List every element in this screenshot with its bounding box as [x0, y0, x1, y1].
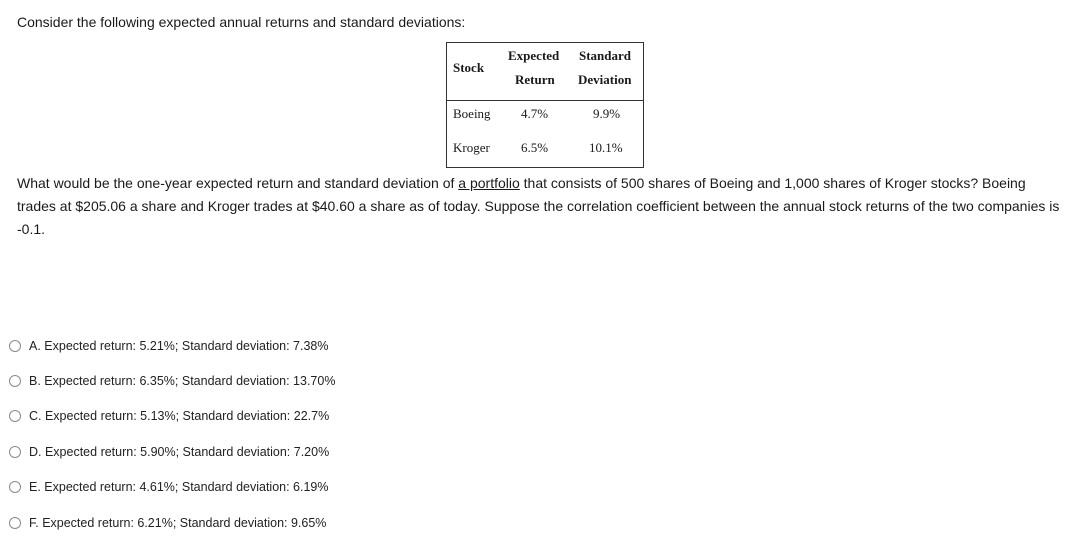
radio-button[interactable] — [9, 517, 21, 529]
header-return: Return — [515, 72, 555, 87]
header-expected: Expected — [508, 48, 560, 63]
option-b[interactable] — [9, 372, 335, 390]
table-header — [447, 43, 643, 101]
returns-table — [446, 42, 644, 168]
option-a[interactable] — [9, 337, 329, 355]
radio-button[interactable] — [9, 481, 21, 493]
radio-button[interactable] — [9, 375, 21, 387]
option-label: C. Expected return: 5.13%; Standard deviation: 22.7% — [29, 409, 330, 423]
option-f[interactable] — [9, 514, 326, 532]
radio-button[interactable] — [9, 340, 21, 352]
intro-text: Consider the following expected annual returns and standard deviations: — [17, 14, 466, 30]
radio-button[interactable] — [9, 410, 21, 422]
portfolio-link[interactable]: a portfolio — [458, 175, 520, 191]
row-boeing-stock: Boeing — [453, 106, 491, 121]
option-c[interactable] — [9, 407, 329, 425]
radio-button[interactable] — [9, 446, 21, 458]
row-kroger-deviation: 10.1% — [589, 140, 623, 155]
header-standard: Standard — [579, 48, 632, 63]
option-label: A. Expected return: 5.21%; Standard deviation: 7.38% — [29, 339, 329, 353]
header-deviation: Deviation — [578, 72, 632, 87]
row-boeing-return: 4.7% — [521, 106, 549, 121]
header-stock: Stock — [453, 60, 485, 75]
row-boeing-deviation: 9.9% — [593, 106, 621, 121]
question-part1: What would be the one-year expected return and standard deviation of — [17, 175, 459, 191]
option-label: B. Expected return: 6.35%; Standard deviation: 13.70% — [29, 374, 336, 388]
option-label: F. Expected return: 6.21%; Standard deviation: 9.65% — [29, 516, 327, 530]
row-kroger-return: 6.5% — [521, 140, 549, 155]
option-label: E. Expected return: 4.61%; Standard deviation: 6.19% — [29, 480, 329, 494]
row-kroger-stock: Kroger — [453, 140, 490, 155]
question-text — [17, 172, 1067, 241]
option-label: D. Expected return: 5.90%; Standard deviation: 7.20% — [29, 445, 330, 459]
option-d[interactable] — [9, 443, 329, 461]
option-e[interactable] — [9, 478, 329, 496]
question-part2: that consists of 500 shares of Boeing and 1,000 shares of Kroger stocks? Boeing trades at $205.06 a share and Kroger trades at $40.60 a share as of today. Suppose the correlation coefficient between the annual stock returns of the two companies is -0.1. — [17, 175, 1060, 237]
